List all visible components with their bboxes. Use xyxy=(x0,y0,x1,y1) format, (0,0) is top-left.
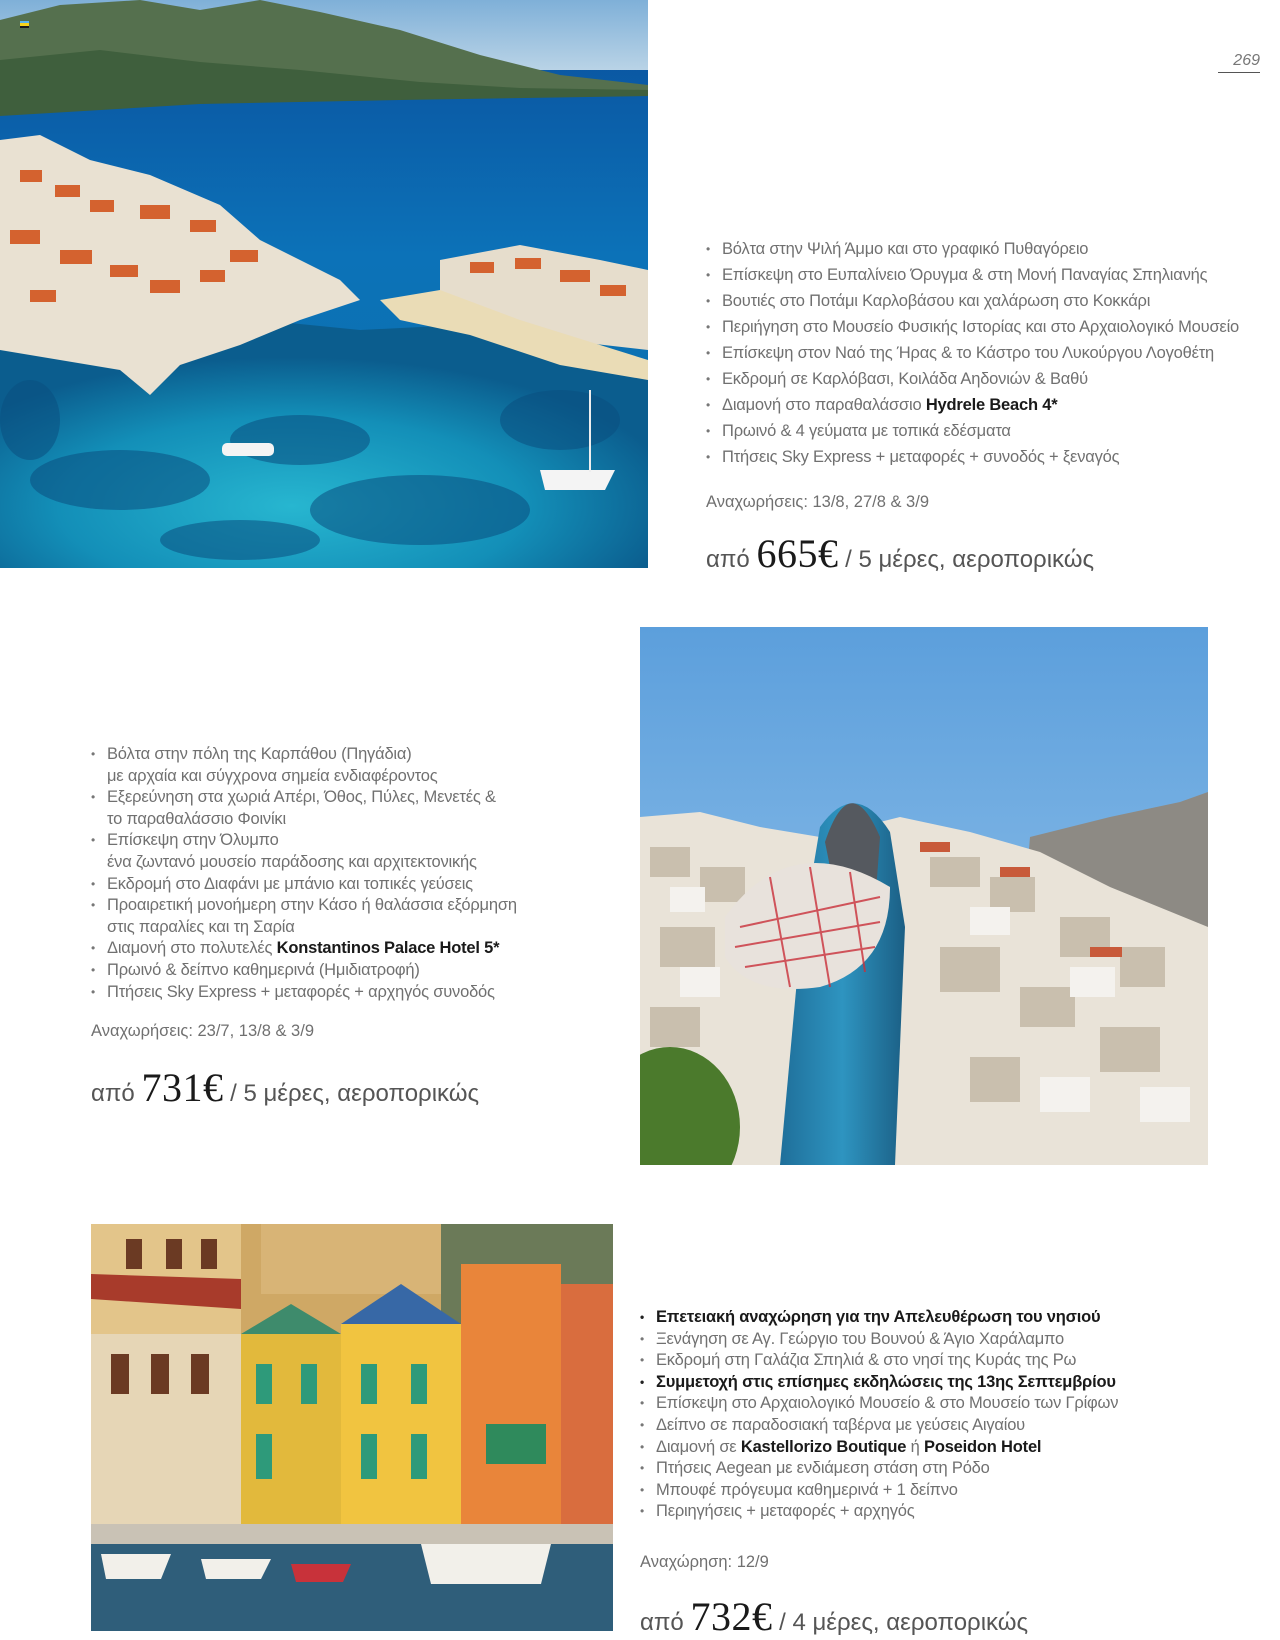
karpathos-departures: Αναχωρήσεις: 23/7, 13/8 & 3/9 xyxy=(91,1022,314,1040)
highlight-item: • Περιήγηση στο Μουσείο Φυσικής Ιστορίας και στο Αρχαιολογικό Μουσείο xyxy=(706,314,1266,340)
highlight-item: • Επετειακή αναχώρηση για την Απελευθέρωση του νησιού xyxy=(640,1307,1260,1329)
hotel-name: Konstantinos Palace Hotel 5* xyxy=(276,939,500,958)
samos-price: από 665€ / 5 μέρες, αεροπορικώς xyxy=(706,531,1095,576)
samos-departures: Αναχωρήσεις: 13/8, 27/8 & 3/9 xyxy=(706,493,929,511)
highlight-item: • Πρωινό & δείπνο καθημερινά (Ημιδιατροφή) xyxy=(91,960,611,982)
price-amount: 665€ xyxy=(756,531,839,576)
highlight-item: • Πτήσεις Aegean με ενδιάμεση στάση στη Ρόδο xyxy=(640,1458,1260,1480)
hotel-name: Hydrele Beach 4* xyxy=(925,396,1058,414)
price-amount: 731€ xyxy=(141,1065,224,1110)
highlight-item: • Εκδρομή σε Καρλόβασι, Κοιλάδα Αηδονιών & Βαθύ xyxy=(706,366,1266,392)
highlight-item: • Επίσκεψη στην Όλυμπο ένα ζωντανό μουσείο παράδοσης και αρχιτεκτονικής xyxy=(91,830,611,873)
highlight-item: • Εξερεύνηση στα χωριά Απέρι, Όθος, Πύλες, Μενετές & το παραθαλάσσιο Φοινίκι xyxy=(91,787,611,830)
highlight-item: • Περιηγήσεις + μεταφορές + αρχηγός xyxy=(640,1501,1260,1523)
flag-icon xyxy=(20,21,29,28)
highlight-item: • Διαμονή στο παραθαλάσσιο Hydrele Beach 4* xyxy=(706,392,1266,418)
price-amount: 732€ xyxy=(690,1594,773,1639)
samos-photo xyxy=(0,0,648,568)
highlight-item: • Επίσκεψη στον Ναό της Ήρας & το Κάστρο του Λυκούργου Λογοθέτη xyxy=(706,340,1266,366)
kastellorizo-photo xyxy=(91,1224,613,1631)
highlight-item: • Διαμονή σε Kastellorizo Boutique ή Poseidon Hotel xyxy=(640,1437,1260,1459)
highlight-item: • Ξενάγηση σε Αγ. Γεώργιο του Βουνού & Άγιο Χαράλαμπο xyxy=(640,1329,1260,1351)
karpathos-highlights xyxy=(91,744,611,1003)
karpathos-price: από 731€ / 5 μέρες, αεροπορικώς xyxy=(91,1065,480,1110)
highlight-item: • Διαμονή στο πολυτελές Konstantinos Palace Hotel 5* xyxy=(91,938,611,960)
kastellorizo-price: από 732€ / 4 μέρες, αεροπορικώς xyxy=(640,1594,1029,1639)
hotel-name: Poseidon Hotel xyxy=(924,1437,1042,1456)
highlight-item: • Πτήσεις Sky Express + μεταφορές + συνοδός + ξεναγός xyxy=(706,444,1266,470)
samos-highlights xyxy=(706,236,1266,470)
highlight-item: • Εκδρομή στη Γαλάζια Σπηλιά & στο νησί της Κυράς της Ρω xyxy=(640,1350,1260,1372)
highlight-item: • Βόλτα στην Ψιλή Άμμο και στο γραφικό Πυθαγόρειο xyxy=(706,236,1266,262)
highlight-item: • Προαιρετική μονοήμερη στην Κάσο ή θαλάσσια εξόρμηση στις παραλίες και τη Σαρία xyxy=(91,895,611,938)
highlight-item: • Πτήσεις Sky Express + μεταφορές + αρχηγός συνοδός xyxy=(91,982,611,1004)
highlight-item: • Μπουφέ πρόγευμα καθημερινά + 1 δείπνο xyxy=(640,1480,1260,1502)
highlight-item: • Επίσκεψη στο Αρχαιολογικό Μουσείο & στο Μουσείο των Γρίφων xyxy=(640,1393,1260,1415)
highlight-item: • Επίσκεψη στο Ευπαλίνειο Όρυγμα & στη Μονή Παναγίας Σπηλιανής xyxy=(706,262,1266,288)
highlight-item: • Εκδρομή στο Διαφάνι με μπάνιο και τοπικές γεύσεις xyxy=(91,874,611,896)
highlight-item: • Πρωινό & 4 γεύματα με τοπικά εδέσματα xyxy=(706,418,1266,444)
kastellorizo-highlights xyxy=(640,1307,1260,1523)
page-number: 269 xyxy=(1218,52,1260,73)
highlight-item: • Δείπνο σε παραδοσιακή ταβέρνα με γεύσεις Αιγαίου xyxy=(640,1415,1260,1437)
highlight-item: • Βουτιές στο Ποτάμι Καρλοβάσου και χαλάρωση στο Κοκκάρι xyxy=(706,288,1266,314)
hotel-name: Kastellorizo Boutique xyxy=(740,1437,907,1456)
kastellorizo-departures: Αναχώρηση: 12/9 xyxy=(640,1553,769,1571)
karpathos-photo xyxy=(640,627,1208,1165)
highlight-item: • Συμμετοχή στις επίσημες εκδηλώσεις της 13ης Σεπτεμβρίου xyxy=(640,1372,1260,1394)
highlight-item: • Βόλτα στην πόλη της Καρπάθου (Πηγάδια) με αρχαία και σύγχρονα σημεία ενδιαφέροντος xyxy=(91,744,611,787)
